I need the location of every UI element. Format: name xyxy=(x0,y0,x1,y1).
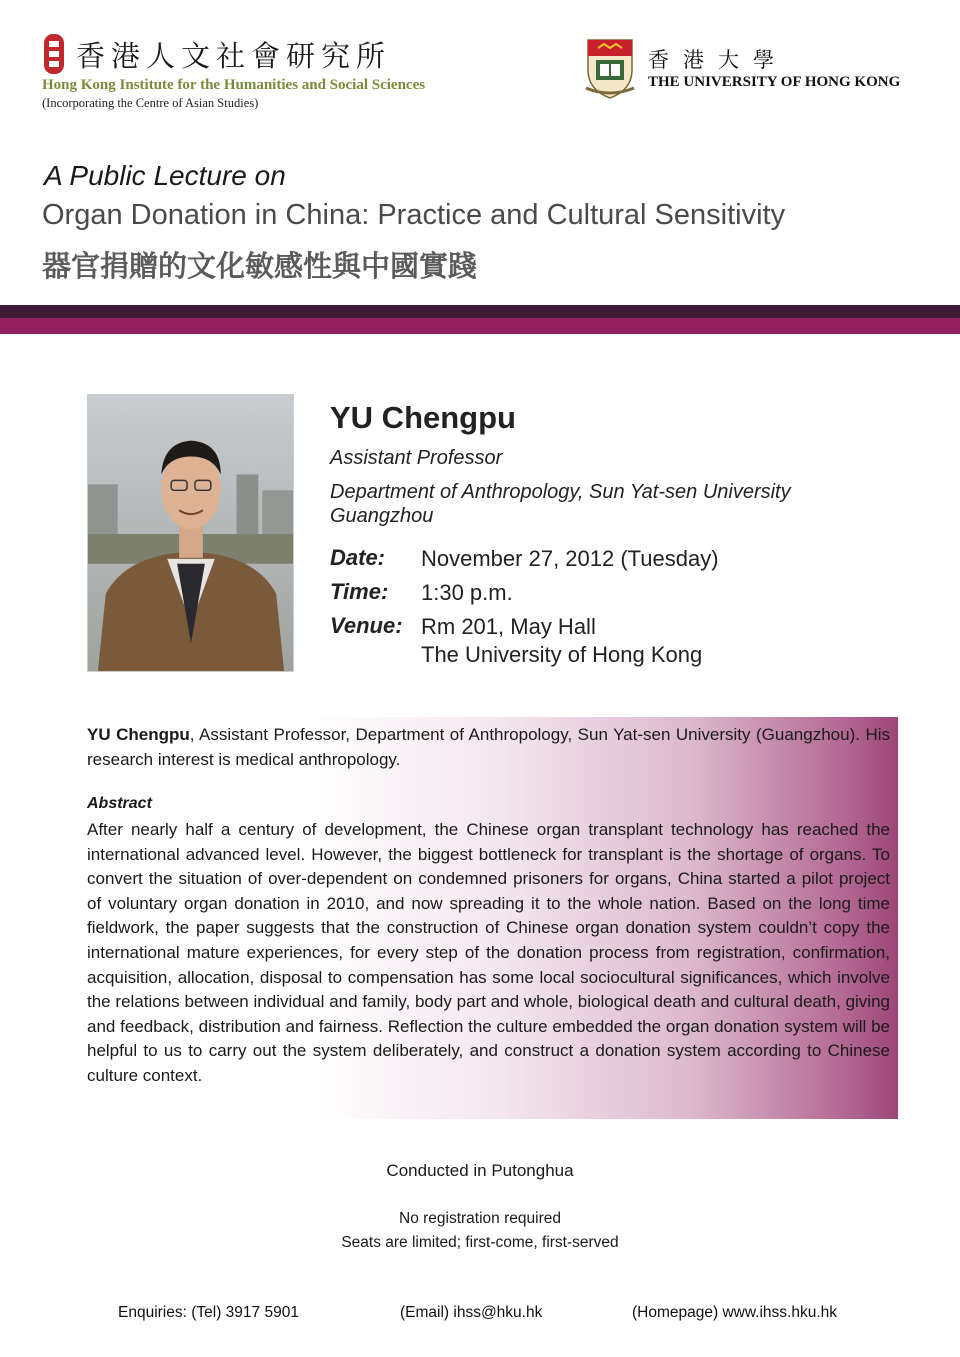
lecture-title-chinese: 器官捐贈的文化敏感性與中國實踐 xyxy=(42,249,478,283)
venue-line-1: Rm 201, May Hall xyxy=(421,614,596,639)
speaker-name: YU Chengpu xyxy=(330,400,516,435)
institute-seal-logo xyxy=(40,32,68,76)
footer-enquiries: Enquiries: (Tel) 3917 5901 xyxy=(118,1304,299,1321)
date-value: November 27, 2012 (Tuesday) xyxy=(421,546,719,571)
affiliation-line-2: Guangzhou xyxy=(330,505,434,527)
university-name-english: THE UNIVERSITY OF HONG KONG xyxy=(648,74,901,90)
lecture-title-english: Organ Donation in China: Practice and Cultural Sensitivity xyxy=(42,199,786,231)
university-name-chinese: 香港大學 xyxy=(648,48,788,72)
abstract-body: After nearly half a century of development, the Chinese organ transplant technology has reached the international advanced level. However, the biggest bottleneck for transplant is the shortage of organs. To convert the situation of over-dependent on condemned prisoners for organs, China started a pilot project of voluntary organ donation in 2010, and now spreading it to the whole nation. Based on the long time fieldwork, the paper suggests that the construction of Chinese organ donation system couldn’t copy the international mature experiences, for every step of the donation process from registration, confirmation, acquisition, allocation, disposal to compensation has some local sociocultural significances, which involve the relations between individual and family, body part and whole, biological death and cultural death, giving and feedback, distribution and fairness. Reflection the culture embedded the organ donation system will be helpful to us to carry out the system deliberately, and construct a donation system according to Chinese culture context. xyxy=(87,820,890,1085)
venue-row xyxy=(330,613,702,669)
language-note: Conducted in Putonghua xyxy=(386,1161,574,1180)
lecture-intro: A Public Lecture on xyxy=(44,160,286,191)
institute-name-chinese: 香港人文社會研究所 xyxy=(76,39,392,73)
venue-value xyxy=(421,613,702,669)
footer-homepage[interactable]: (Homepage) www.ihss.hku.hk xyxy=(632,1304,838,1321)
divider-band-dark xyxy=(0,305,960,318)
bio-speaker-name: YU Chengpu xyxy=(87,725,190,744)
divider-band-magenta xyxy=(0,318,960,334)
time-value: 1:30 p.m. xyxy=(421,580,513,605)
time-row xyxy=(330,579,513,607)
footer-email[interactable]: (Email) ihss@hku.hk xyxy=(400,1304,543,1321)
hku-crest-logo xyxy=(582,36,638,100)
venue-label: Venue: xyxy=(330,613,403,638)
seating-note: Seats are limited; first-come, first-served xyxy=(341,1234,619,1251)
institute-name-english: Hong Kong Institute for the Humanities and Social Sciences xyxy=(42,77,426,93)
date-label: Date: xyxy=(330,545,386,570)
speaker-bio xyxy=(87,723,890,772)
bio-text: , Assistant Professor, Department of Anthropology, Sun Yat-sen University (Guangzhou). His research interest is medical anthropology. xyxy=(87,725,890,769)
time-label: Time: xyxy=(330,579,389,604)
registration-note: No registration required xyxy=(399,1210,561,1227)
venue-line-2: The University of Hong Kong xyxy=(421,642,703,667)
date-row xyxy=(330,545,719,573)
institute-subtitle: (Incorporating the Centre of Asian Studies) xyxy=(42,96,259,110)
affiliation-line-1: Department of Anthropology, Sun Yat-sen University xyxy=(330,481,791,503)
speaker-role: Assistant Professor xyxy=(330,447,503,469)
speaker-photo xyxy=(87,394,294,672)
abstract-heading: Abstract xyxy=(87,795,152,812)
speaker-affiliation xyxy=(330,480,791,528)
